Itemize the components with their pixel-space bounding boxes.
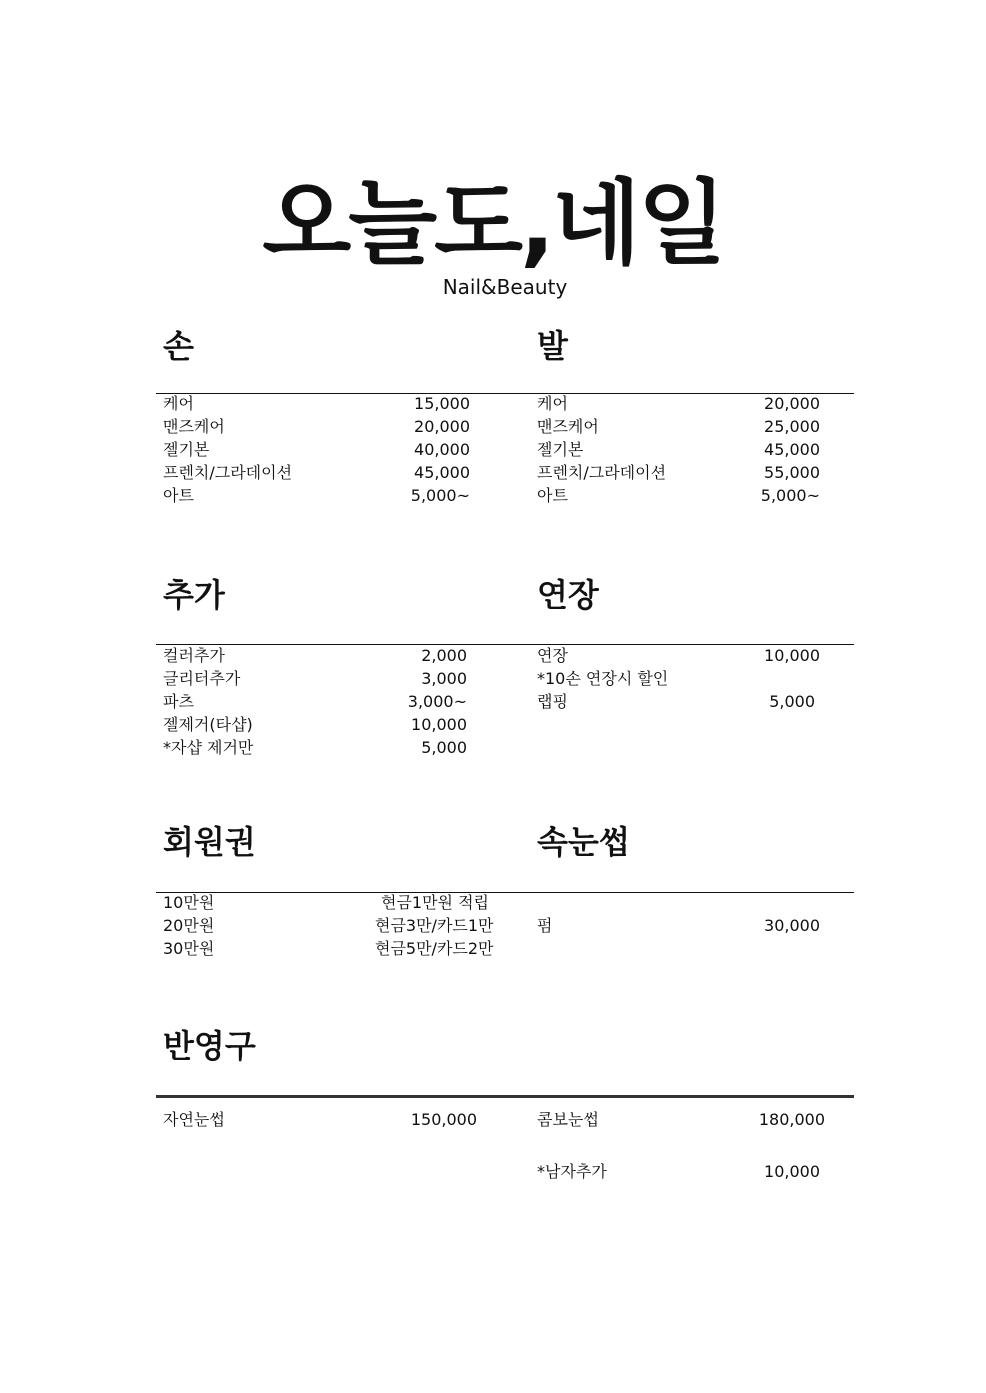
semi-permanent-item-price: 10,000: [764, 1162, 820, 1181]
section-heading-extension: 연장: [537, 576, 599, 614]
section-divider-4: [156, 1095, 854, 1098]
hand-item-price: 20,000: [414, 417, 470, 436]
semi-permanent-item-price: 180,000: [758, 1110, 825, 1129]
extra-item-price: 2,000: [421, 646, 467, 665]
membership-item-amount: 20만원: [163, 916, 215, 935]
hand-item-price: 5,000~: [410, 486, 470, 505]
lash-item-price: 30,000: [764, 916, 820, 935]
membership-item-amount: 10만원: [163, 893, 215, 912]
membership-item-amount: 30만원: [163, 939, 215, 958]
foot-item-price: 20,000: [764, 394, 820, 413]
extra-item-price: 10,000: [411, 715, 467, 734]
section-heading-membership: 회원권: [163, 823, 256, 861]
hand-item-price: 40,000: [414, 440, 470, 459]
section-heading-lash: 속눈썹: [537, 823, 630, 861]
foot-item-price: 5,000~: [760, 486, 820, 505]
extension-item-price: 5,000: [769, 692, 815, 711]
section-divider-1: [156, 393, 854, 394]
membership-item-benefit: 현금1만원 적립: [381, 893, 490, 912]
section-heading-hand: 손: [163, 327, 194, 365]
extra-item-name: 글리터추가: [163, 669, 241, 688]
foot-item-name: 젤기본: [537, 440, 584, 459]
extension-item-price: 10,000: [764, 646, 820, 665]
semi-permanent-item-name: 콤보눈썹: [537, 1110, 599, 1129]
section-divider-2: [156, 644, 854, 645]
semi-permanent-note: *남자추가: [537, 1162, 607, 1181]
foot-item-name: 프렌치/그라데이션: [537, 463, 667, 482]
hand-item-price: 45,000: [414, 463, 470, 482]
extra-item-name: *자샵 제거만: [163, 738, 254, 757]
extra-item-price: 3,000: [421, 669, 467, 688]
extra-item-price: 5,000: [421, 738, 467, 757]
membership-item-benefit: 현금3만/카드1만: [375, 916, 494, 935]
extra-item-name: 컬러추가: [163, 646, 225, 665]
hand-item-name: 프렌치/그라데이션: [163, 463, 293, 482]
foot-item-name: 맨즈케어: [537, 417, 599, 436]
section-heading-extra: 추가: [163, 576, 225, 614]
extension-item-name: 랩핑: [537, 692, 568, 711]
foot-item-name: 케어: [537, 394, 568, 413]
page-subtitle: Nail&Beauty: [442, 275, 568, 299]
extra-item-price: 3,000~: [407, 692, 467, 711]
hand-item-name: 케어: [163, 394, 194, 413]
extra-item-name: 파츠: [163, 692, 194, 711]
foot-item-name: 아트: [537, 486, 568, 505]
hand-item-name: 맨즈케어: [163, 417, 225, 436]
foot-item-price: 25,000: [764, 417, 820, 436]
extension-item-name: 연장: [537, 646, 568, 665]
hand-item-name: 젤기본: [163, 440, 210, 459]
hand-item-price: 15,000: [414, 394, 470, 413]
section-heading-semi-permanent: 반영구: [163, 1027, 256, 1065]
page-title: 오늘도,네일: [262, 170, 724, 277]
section-divider-3: [156, 892, 854, 893]
semi-permanent-item-name: 자연눈썹: [163, 1110, 225, 1129]
extension-note: *10손 연장시 할인: [537, 669, 669, 688]
section-heading-foot: 발: [537, 327, 568, 365]
foot-item-price: 55,000: [764, 463, 820, 482]
extra-item-name: 젤제거(타샵): [163, 715, 253, 734]
semi-permanent-item-price: 150,000: [410, 1110, 477, 1129]
membership-item-benefit: 현금5만/카드2만: [375, 939, 494, 958]
lash-item-name: 펌: [537, 916, 553, 935]
foot-item-price: 45,000: [764, 440, 820, 459]
hand-item-name: 아트: [163, 486, 194, 505]
